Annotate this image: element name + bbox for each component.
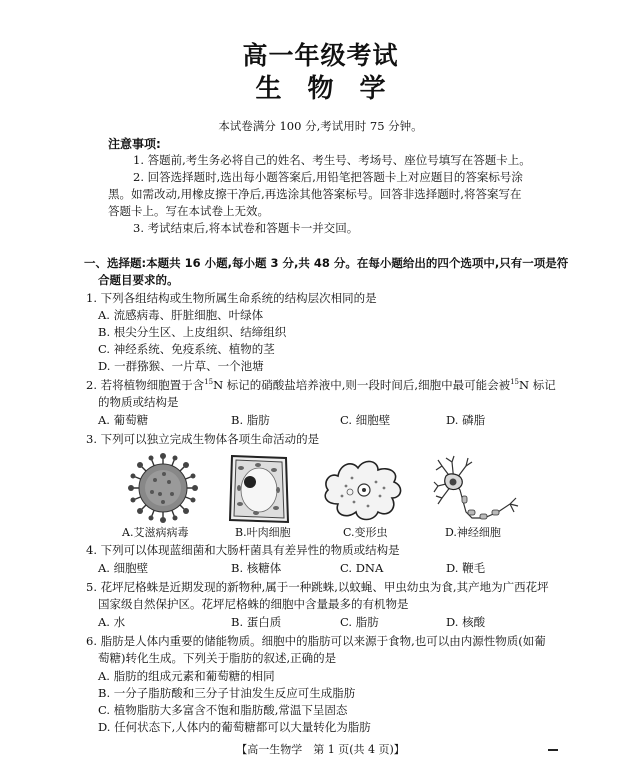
q5-option-c: C. 脂肪: [340, 615, 379, 629]
neuron-image: [432, 452, 522, 526]
q2-option-d: D. 磷脂: [446, 413, 486, 427]
notice-line: 黑。如需改动,用橡皮擦干净后,再选涂其他答案标号。回答非选择题时,将答案写在: [108, 187, 522, 201]
q6-option-d: D. 任何状态下,人体内的葡萄糖都可以大量转化为脂肪: [98, 720, 371, 734]
q2-option-b: B. 脂肪: [231, 413, 270, 427]
q4-option-c: C. DNA: [340, 561, 384, 575]
q6-stem: 6. 脂肪是人体内重要的储能物质。细胞中的脂肪可以来源于食物,也可以由内源性物质(如葡: [86, 634, 546, 648]
q2-sup2: 15: [510, 378, 520, 386]
q1-option-a: A. 流感病毒、肝脏细胞、叶绿体: [98, 308, 264, 322]
q6-stem-cont: 萄糖)转化生成。下列关于脂肪的叙述,正确的是: [98, 651, 337, 665]
q3-option-d: D.神经细胞: [445, 526, 501, 539]
exam-title: 高一年级考试: [242, 41, 399, 70]
q5-option-b: B. 蛋白质: [231, 615, 282, 629]
notice-line: 答题卡上。写在本试卷上无效。: [108, 204, 269, 218]
section-heading: 一、选择题:本题共 16 小题,每小题 3 分,共 48 分。在每小题给出的四个选项中,只有一项是符: [84, 256, 569, 270]
notice-line: 1. 答题前,考生务必将自己的姓名、考生号、考场号、座位号填写在答题卡上。: [133, 153, 531, 167]
q4-option-d: D. 鞭毛: [446, 561, 486, 575]
q5-stem-cont: 国家级自然保护区。花坪尼格蛛的细胞中含量最多的有机物是: [98, 597, 409, 611]
q4-option-a: A. 细胞壁: [98, 561, 149, 575]
section-heading-cont: 合题目要求的。: [98, 273, 179, 287]
q2-sup1: 15: [204, 378, 214, 386]
q2-stem: [86, 378, 556, 393]
mesophyll-cell-image: [226, 452, 292, 526]
hiv-virus-image: [124, 452, 202, 524]
q3-option-b: B.叶肉细胞: [235, 526, 291, 539]
q4-stem: 4. 下列可以体现蓝细菌和大肠杆菌具有差异性的物质或结构是: [86, 543, 400, 557]
amoeba-image: [318, 452, 408, 524]
q2-stem-post: N 标记: [519, 378, 556, 392]
q5-option-a: A. 水: [98, 615, 126, 629]
q1-stem: 1. 下列各组结构或生物所属生命系统的结构层次相同的是: [86, 291, 377, 305]
q1-option-d: D. 一群猕猴、一片草、一个池塘: [98, 359, 264, 373]
exam-info: 本试卷满分 100 分,考试用时 75 分钟。: [218, 119, 423, 133]
notice-heading: 注意事项:: [108, 137, 161, 151]
q5-stem: 5. 花坪尼格蛛是近期发现的新物种,属于一种跳蛛,以蚊蝇、甲虫幼虫为食,其产地为广西花坪: [86, 580, 549, 594]
q6-option-a: A. 脂肪的组成元素和葡萄糖的相同: [98, 669, 275, 683]
q5-option-d: D. 核酸: [446, 615, 486, 629]
q3-option-c: C.变形虫: [343, 526, 388, 539]
q1-option-c: C. 神经系统、免疫系统、植物的茎: [98, 342, 275, 356]
q6-option-c: C. 植物脂肪大多富含不饱和脂肪酸,常温下呈固态: [98, 703, 348, 717]
notice-line: 3. 考试结束后,将本试卷和答题卡一并交回。: [133, 221, 359, 235]
q4-option-b: B. 核糖体: [231, 561, 282, 575]
q2-option-c: C. 细胞壁: [340, 413, 391, 427]
q3-option-a: A.艾滋病病毒: [122, 526, 189, 539]
q2-stem-pre: 2. 若将植物细胞置于含: [86, 378, 205, 392]
footer-mark: [548, 749, 558, 751]
q2-stem-mid: N 标记的硝酸盐培养液中,则一段时间后,细胞中最可能会被: [213, 378, 511, 392]
q1-option-b: B. 根尖分生区、上皮组织、结缔组织: [98, 325, 287, 339]
q2-stem-cont: 的物质或结构是: [98, 395, 179, 409]
page-footer: 【高一生物学 第 1 页(共 4 页)】: [236, 743, 405, 756]
subject-title: 生物学: [255, 74, 412, 104]
q6-option-b: B. 一分子脂肪酸和三分子甘油发生反应可生成脂肪: [98, 686, 356, 700]
notice-line: 2. 回答选择题时,选出每小题答案后,用铅笔把答题卡上对应题目的答案标号涂: [133, 170, 523, 184]
q2-option-a: A. 葡萄糖: [98, 413, 149, 427]
q3-stem: 3. 下列可以独立完成生物体各项生命活动的是: [86, 432, 320, 446]
